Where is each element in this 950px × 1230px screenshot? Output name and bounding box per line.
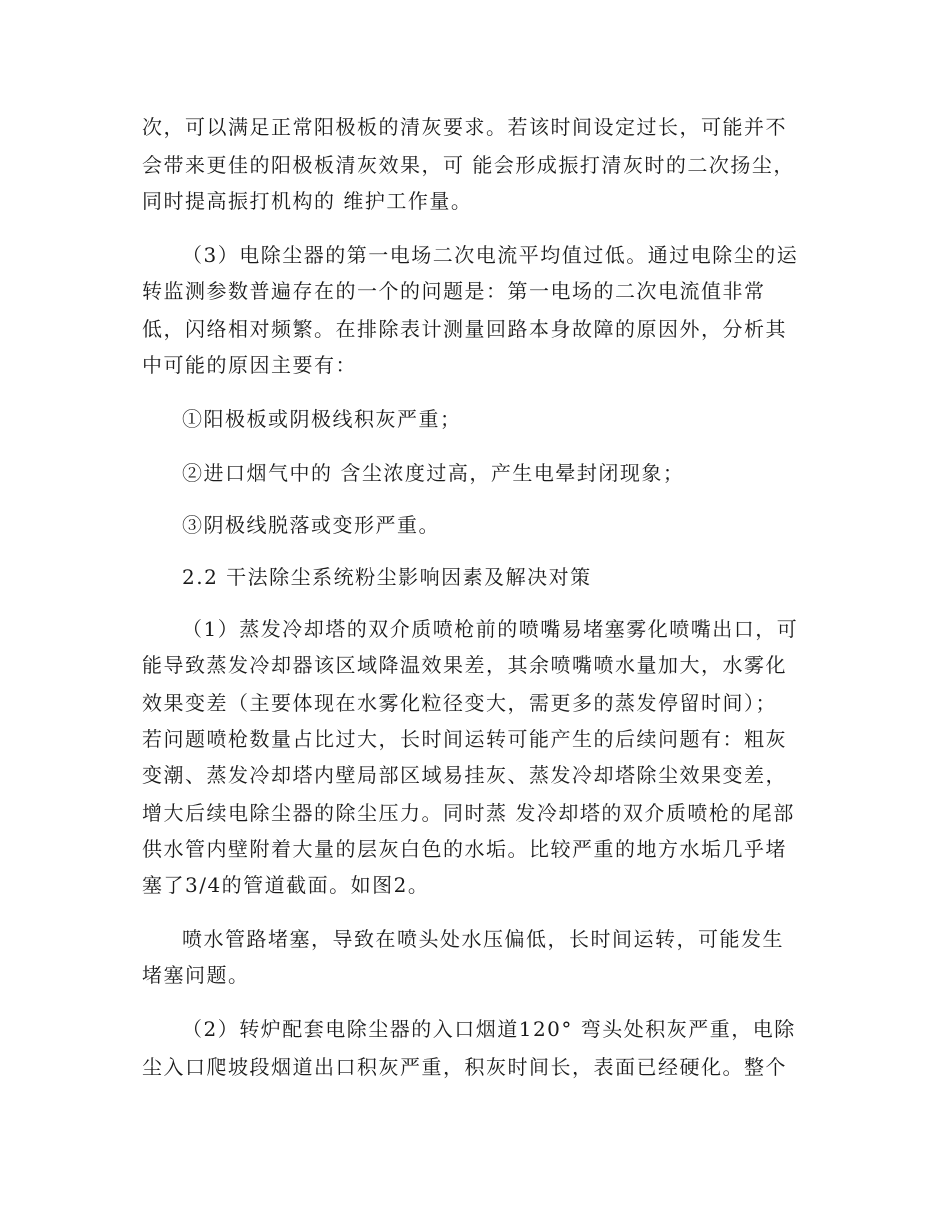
text-line: 中可能的原因主要有：	[142, 353, 357, 377]
text-line: 喷水管路堵塞，导致在喷头处水压偏低，长时间运转，可能发生	[182, 927, 784, 951]
list-item: ①阳极板或阴极线积灰严重；	[182, 407, 462, 431]
text-line: 尘入口爬坡段烟道出口积灰严重，积灰时间长，表面已经硬化。整个	[142, 1055, 787, 1079]
section-heading: 2.2 干法除尘系统粉尘影响因素及解决对策	[182, 565, 592, 589]
text-line: （1）蒸发冷却塔的双介质喷枪前的喷嘴易堵塞雾化喷嘴出口，可	[182, 617, 799, 641]
text-line: 堵塞问题。	[142, 963, 250, 987]
text-line: （2）转炉配套电除尘器的入口烟道120° 弯头处积灰严重，电除	[182, 1017, 796, 1041]
text-line: 塞了3/4的管道截面。如图2。	[142, 873, 430, 897]
text-line: （3）电除尘器的第一电场二次电流平均值过低。通过电除尘的运	[182, 243, 799, 267]
text-line: 供水管内壁附着大量的层灰白色的水垢。比较严重的地方水垢几乎堵	[142, 837, 787, 861]
list-item: ②进口烟气中的 含尘浓度过高，产生电晕封闭现象；	[182, 461, 685, 485]
text-line: 增大后续电除尘器的除尘压力。同时蒸 发冷却塔的双介质喷枪的尾部	[142, 801, 795, 825]
text-line: 会带来更佳的阳极板清灰效果，可 能会形成振打清灰时的二次扬尘，	[142, 153, 795, 177]
text-line: 效果变差（主要体现在水雾化粒径变大，需更多的蒸发停留时间）；	[142, 691, 777, 715]
text-line: 次，可以满足正常阳极板的清灰要求。若该时间设定过长，可能并不	[142, 115, 787, 139]
text-line: 低，闪络相对频繁。在排除表计测量回路本身故障的原因外，分析其	[142, 317, 787, 341]
text-line: 变潮、蒸发冷却塔内壁局部区域易挂灰、蒸发冷却塔除尘效果变差，	[142, 763, 787, 787]
list-item: ③阴极线脱落或变形严重。	[182, 513, 440, 537]
text-line: 能导致蒸发冷却器该区域降温效果差，其余喷嘴喷水量加大，水雾化	[142, 653, 787, 677]
text-line: 同时提高振打机构的 维护工作量。	[142, 189, 473, 213]
text-line: 转监测参数普遍存在的一个的问题是：第一电场的二次电流值非常	[142, 279, 766, 303]
text-line: 若问题喷枪数量占比过大，长时间运转可能产生的后续问题有：粗灰	[142, 727, 787, 751]
